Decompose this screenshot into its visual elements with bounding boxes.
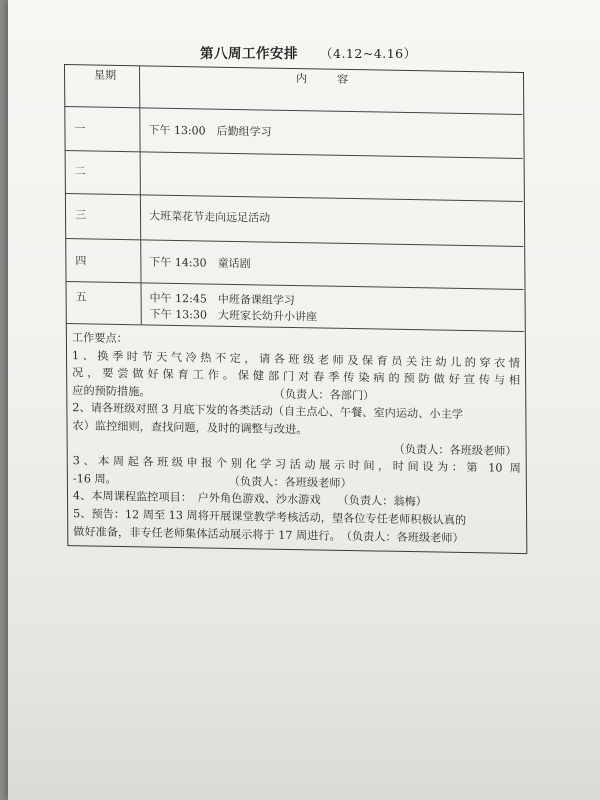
note-line: -16 周。 （负责人：各班级老师） bbox=[72, 471, 352, 490]
header-day: 星期 bbox=[94, 68, 117, 82]
note-line: 5、预告：12 周至 13 周将开展课堂教学考核活动，望各位专任老师积极认真的 bbox=[73, 507, 467, 527]
row-day-tue: 二 bbox=[74, 164, 86, 178]
row-content-mon: 下午 13:00 后勤组学习 bbox=[148, 123, 272, 139]
row-content-wed: 大班菜花节走向远足活动 bbox=[149, 209, 271, 225]
note-line: 做好准备，非专任老师集体活动展示将于 17 周进行。 （负责人：各班级老师） bbox=[73, 524, 464, 545]
note-line: 2、请各班级对照 3 月底下发的各类活动（自主点心、午餐、室内运动、小主学 bbox=[72, 401, 463, 422]
date-range: （4.12~4.16） bbox=[320, 46, 417, 61]
row-day-wed: 三 bbox=[75, 208, 87, 222]
notes-heading: 工作要点： bbox=[71, 331, 128, 346]
note-line: 应的预防措施。 （负责人：各部门） bbox=[72, 383, 375, 403]
row-content-fri-2: 下午 13:30 大班家长幼升小讲座 bbox=[149, 307, 317, 324]
row-day-fri: 五 bbox=[75, 290, 87, 304]
schedule-table bbox=[64, 64, 527, 554]
header-content: 内容 bbox=[296, 72, 379, 87]
document-title bbox=[200, 42, 460, 62]
title-text: 第八周工作安排 bbox=[200, 46, 298, 62]
row-content-fri-1: 中午 12:45 中班备课组学习 bbox=[149, 291, 295, 308]
note-line: （负责人：各班级老师） bbox=[393, 442, 517, 458]
note-line: 4、本周课程监控项目： 户外角色游戏、沙水游戏 （负责人：翁梅） bbox=[72, 489, 427, 509]
row-content-thu: 下午 14:30 童话剧 bbox=[149, 255, 251, 271]
note-line: 3、本周起各班级申报个别化学习活动展示时间，时间设为：第 10 周 bbox=[72, 454, 521, 476]
work-notes bbox=[72, 329, 521, 548]
row-day-mon: 一 bbox=[74, 122, 86, 136]
note-line: 农）监控细则，查找问题，及时的调整与改进。 bbox=[72, 419, 308, 437]
note-line: 况，要尝做好保育工作。保健部门对春季传染病的预防做好宣传与相 bbox=[72, 366, 521, 388]
note-line: 1、换季时节天气冷热不定，请各班级老师及保育员关注幼儿的穿衣情 bbox=[71, 348, 521, 370]
row-day-thu: 四 bbox=[75, 254, 87, 268]
